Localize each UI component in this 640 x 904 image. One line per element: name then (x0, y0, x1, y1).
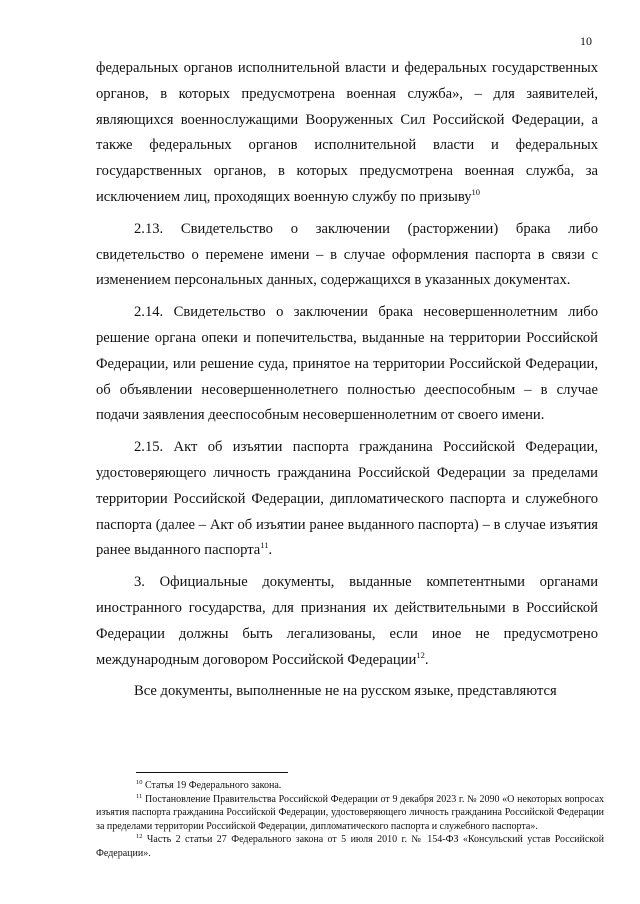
paragraph-2-15 (96, 435, 598, 564)
footnote-number: 12 (136, 833, 143, 840)
footnote-12 (96, 833, 604, 860)
footnote-ref: 11 (260, 540, 269, 551)
paragraph-text: 3. Официальные документы, выданные компетентными органами иностранного государства, для признания их действительными в Российской Федерации должны быть легализованы, если иное не предусмотрено международным договором Российской Федерации (96, 574, 598, 668)
footnote-text: Статья 19 Федерального закона. (145, 780, 282, 791)
footnote-ref: 12 (416, 649, 425, 660)
paragraph-2-13 (96, 217, 598, 294)
footnote-number: 11 (136, 792, 143, 800)
paragraph-tail: . (268, 542, 273, 559)
paragraph-text: 2.14. Свидетельство о заключении брака несовершеннолетним либо решение органа опеки и попечительства, выданные на территории Российской Федерации, или решение суда, принятое на территории Российской Федерации, об объявлении несовершеннолетнего полностью дееспособным – в случае подачи заявления дееспособным несовершеннолетним от своего имени. (96, 304, 598, 424)
paragraph-2-14 (96, 300, 598, 429)
footnotes (96, 779, 604, 860)
paragraph-3 (96, 570, 598, 673)
footnote-text: Постановление Правительства Российской Федерации от 9 декабря 2023 г. № 2090 «О некоторых вопросах изъятия паспорта гражданина Российской Федерации, удостоверяющего личность гражданина Российской Федерации за пределами территории Российской Федерации, дипломатического паспорта и служебного паспорта». (96, 793, 605, 832)
document-body (96, 56, 598, 711)
footnote-ref: 10 (471, 186, 481, 197)
footnote-separator (136, 772, 288, 773)
footnote-11 (96, 793, 604, 834)
paragraph-tail: . (424, 651, 429, 668)
footnote-10 (96, 779, 604, 793)
paragraph-text: Все документы, выполненные не на русском языке, представляются (134, 683, 557, 700)
paragraph-continuation (96, 56, 598, 211)
paragraph-languages (96, 679, 598, 705)
paragraph-text: 2.15. Акт об изъятии паспорта гражданина Российской Федерации, удостоверяющего личность гражданина Российской Федерации за пределами территории Российской Федерации, дипломатического паспорта и служебного паспорта (далее – Акт об изъятии ранее выданного паспорта) – в случае изъятия ранее выданного паспорта (96, 439, 598, 559)
page-number: 10 (580, 34, 592, 48)
paragraph-text: федеральных органов исполнительной власти и федеральных государственных органов, в которых предусмотрена военная служба», – для заявителей, являющихся военнослужащими Вооруженных Сил Российской Федерации, а также федеральных органов исполнительной власти и федеральных государственных органов, в которых предусмотрена военная служба, за исключением лиц, проходящих военную службу по призыву (96, 60, 598, 205)
footnote-text: Часть 2 статьи 27 Федерального закона от 5 июля 2010 г. № 154-ФЗ «Консульский устав Российской Федерации». (96, 834, 605, 859)
footnote-number: 10 (136, 779, 143, 786)
paragraph-text: 2.13. Свидетельство о заключении (расторжении) брака либо свидетельство о перемене имени – в случае оформления паспорта в связи с изменением персональных данных, содержащихся в указанных документах. (96, 220, 598, 289)
